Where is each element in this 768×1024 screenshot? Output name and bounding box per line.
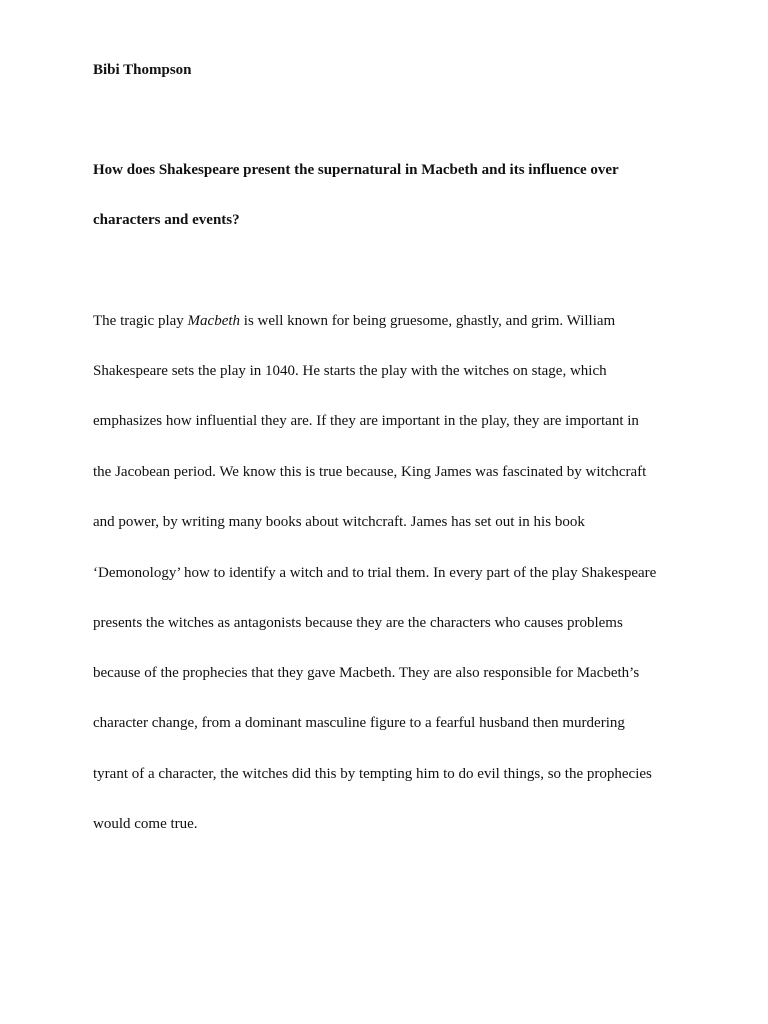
body-line-10: tyrant of a character, the witches did this by tempting him to do evil things, so the prophecies — [93, 766, 652, 782]
body-line-5: and power, by writing many books about witchcraft. James has set out in his book — [93, 514, 585, 530]
body-line-4: the Jacobean period. We know this is true because, King James was fascinated by witchcraft — [93, 464, 647, 480]
play-title-italic: Macbeth — [187, 313, 241, 329]
body-line-9: character change, from a dominant masculine figure to a fearful husband then murdering — [93, 715, 625, 731]
body-line-1 — [93, 312, 615, 330]
body-line-6: ‘Demonology’ how to identify a witch and to trial them. In every part of the play Shakespeare — [93, 565, 657, 581]
body-line-8: because of the prophecies that they gave Macbeth. They are also responsible for Macbeth’s — [93, 665, 640, 681]
body-line-3: emphasizes how influential they are. If they are important in the play, they are important in — [93, 413, 639, 429]
essay-title-line-1: How does Shakespeare present the supernatural in Macbeth and its influence over — [93, 162, 619, 178]
essay-title-line-2: characters and events? — [93, 212, 240, 228]
body-line-2: Shakespeare sets the play in 1040. He starts the play with the witches on stage, which — [93, 363, 607, 379]
author-name: Bibi Thompson — [93, 62, 192, 78]
body-text: The tragic play — [93, 313, 188, 329]
body-text: is well known for being gruesome, ghastly, and grim. William — [240, 313, 616, 329]
body-line-7: presents the witches as antagonists because they are the characters who causes problems — [93, 615, 623, 631]
body-line-11: would come true. — [93, 816, 198, 832]
